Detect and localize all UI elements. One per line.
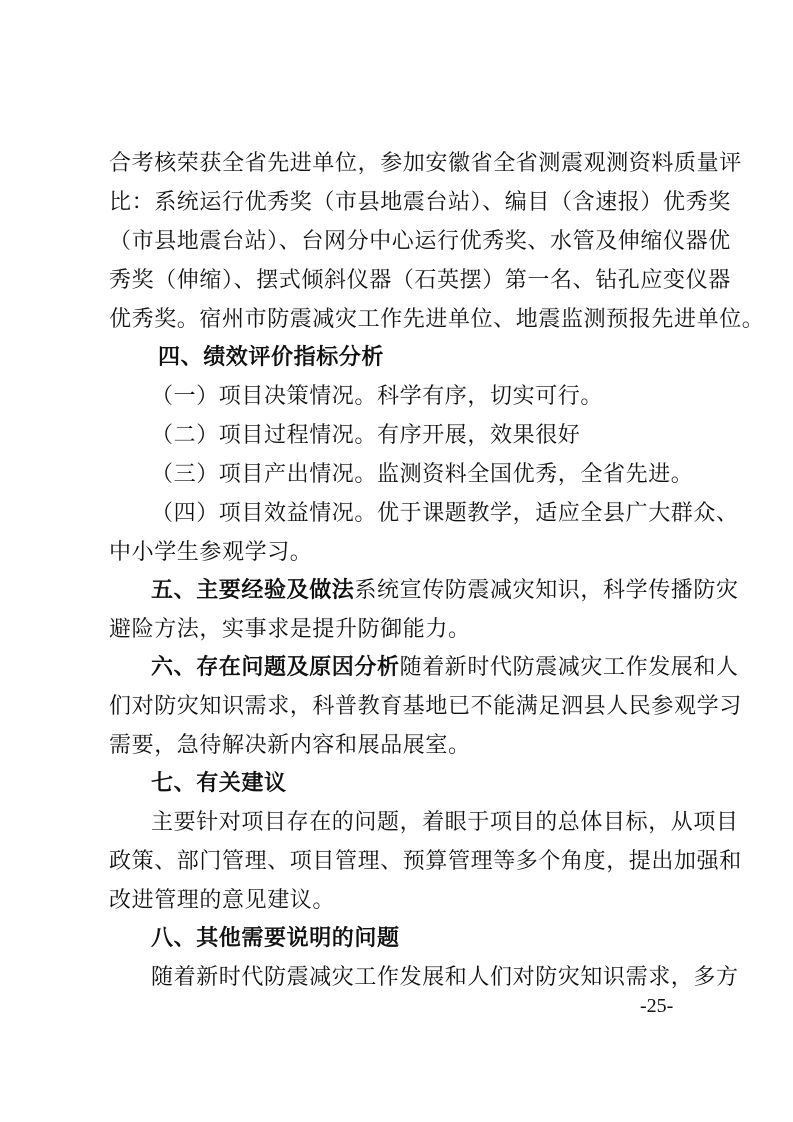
paragraph-line: 比：系统运行优秀奖（市县地震台站）、编目（含速报）优秀奖 <box>109 190 731 215</box>
section-6-line <box>151 653 739 683</box>
paragraph-line: 秀奖（伸缩）、摆式倾斜仪器（石英摆）第一名、钻孔应变仪器 <box>109 268 731 293</box>
section-7-heading: 七、有关建议 <box>151 771 287 796</box>
paragraph-line: （市县地震台站）、台网分中心运行优秀奖、水管及伸缩仪器优 <box>109 229 731 254</box>
paragraph-line: 政策、部门管理、项目管理、预算管理等多个角度，提出加强和 <box>109 849 742 874</box>
paragraph-line: 随着新时代防震减灾工作发展和人们对防灾知识需求，多方 <box>151 965 739 990</box>
paragraph-line: 们对防灾知识需求，科普教育基地已不能满足泗县人民参观学习 <box>109 694 742 719</box>
list-item-continuation: 中小学生参观学习。 <box>109 540 313 565</box>
list-item: （三）项目产出情况。监测资料全国优秀，全省先进。 <box>151 462 694 487</box>
list-item: （一）项目决策情况。科学有序，切实可行。 <box>151 384 604 409</box>
section-6-text: 随着新时代防震减灾工作发展和人 <box>399 655 739 680</box>
paragraph-line: 需要，急待解决新内容和展品展室。 <box>109 733 471 758</box>
list-item: （二）项目过程情况。有序开展，效果很好 <box>151 423 581 448</box>
section-5-heading: 五、主要经验及做法 <box>151 578 355 603</box>
paragraph-line: 避险方法，实事求是提升防御能力。 <box>109 617 471 642</box>
paragraph-line: 合考核荣获全省先进单位，参加安徽省全省测震观测资料质量评 <box>109 151 742 176</box>
paragraph-line: 优秀奖。宿州市防震减灾工作先进单位、地震监测预报先进单位。 <box>109 307 765 332</box>
page-number: -25- <box>640 995 674 1017</box>
section-5-text: 系统宣传防震减灾知识，科学传播防灾 <box>354 578 739 603</box>
section-8-heading: 八、其他需要说明的问题 <box>151 926 400 951</box>
section-4-heading: 四、绩效评价指标分析 <box>158 345 385 370</box>
paragraph-line: 改进管理的意见建议。 <box>109 888 336 913</box>
list-item: （四）项目效益情况。优于课题教学，适应全县广大群众、 <box>151 501 739 526</box>
paragraph-line: 主要针对项目存在的问题，着眼于项目的总体目标，从项目 <box>151 810 739 835</box>
section-6-heading: 六、存在问题及原因分析 <box>151 655 400 680</box>
section-5-line <box>151 576 739 606</box>
